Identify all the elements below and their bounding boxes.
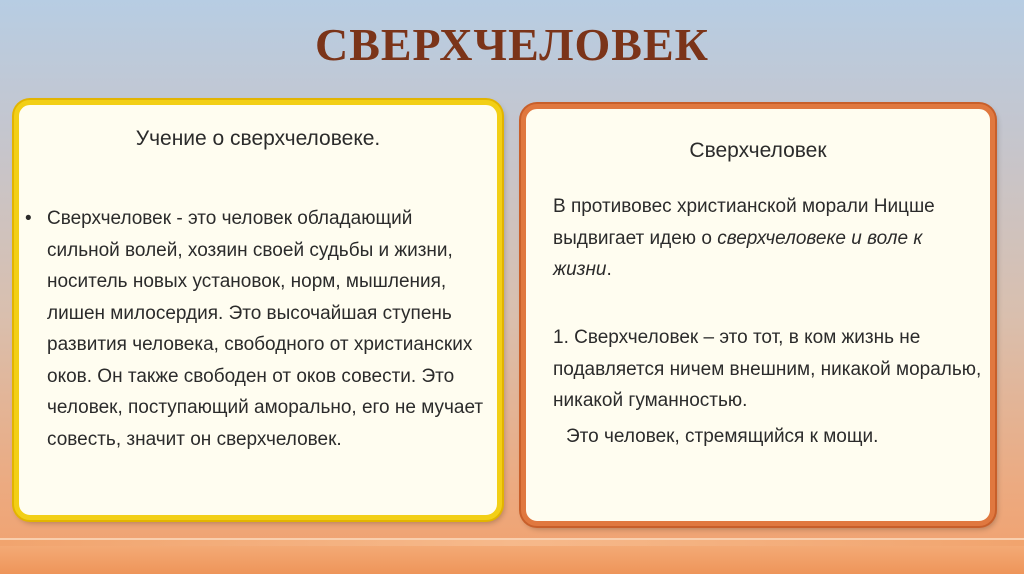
list-item-text: Сверхчеловек – это тот, в ком жизнь не подавляется ничем внешним, никакой моралью, никакой гуманностью. [553,327,982,411]
doctrine-paragraph: Сверхчеловек - это человек обладающий сильной волей, хозяин своей судьбы и жизни, носитель новых установок, норм, мышления, лишен милосердия. Это высочайшая ступень развития человека, свободного от христианских оков. Он также свободен от оков совести. Это человек, поступающий аморально, его не мучает совесть, значит он сверхчеловек. [47,208,484,450]
card-doctrine-title: Учение о сверхчеловеке. [135,127,381,150]
superman-intro [553,191,973,286]
slide-title: СВЕРХЧЕЛОВЕК [314,19,710,70]
superman-list-item [553,322,983,417]
card-superman-title: Сверхчеловек [689,139,827,162]
superman-tail: Это человек, стремящийся к мощи. [566,426,879,447]
intro-plain-text: В противовес христианской морали Ницше выдвигает идею о [553,196,935,249]
card-superman [521,104,995,526]
card-doctrine-text [25,203,487,455]
bullet-icon: • [25,208,32,229]
intro-end-text: . [606,259,612,280]
bottom-decor-bar [0,538,1024,574]
intro-italic-text: сверхчеловеке и воле к жизни [553,227,923,280]
card-doctrine [14,100,502,520]
list-item-number: 1. [553,327,569,348]
